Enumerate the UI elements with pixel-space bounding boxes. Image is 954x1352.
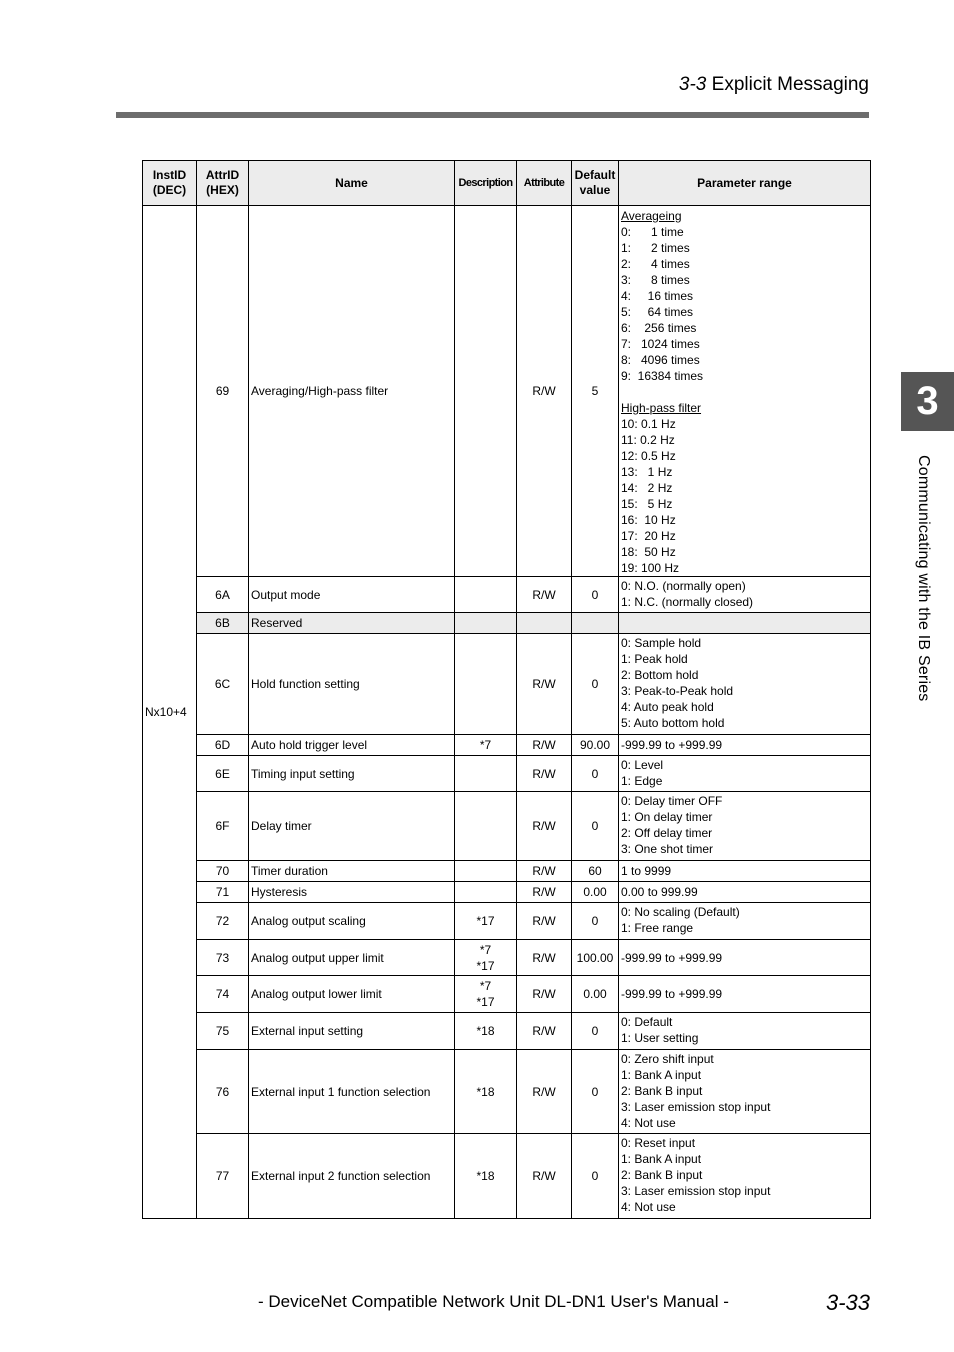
parameter-range-cell (619, 1013, 871, 1050)
range-option: 4: Auto peak hold (621, 700, 714, 714)
attribute-cell: R/W (517, 976, 572, 1013)
range-option: 3: Peak-to-Peak hold (621, 684, 734, 698)
name-cell: Delay timer (249, 792, 455, 861)
range-option: 2: Bank B input (621, 1168, 703, 1182)
attribute-cell: R/W (517, 1134, 572, 1219)
attr-id-cell: 69 (197, 206, 249, 577)
attr-id-cell: 70 (197, 861, 249, 882)
attr-id-cell: 6E (197, 756, 249, 792)
range-option: 1: N.C. (normally closed) (621, 595, 754, 609)
name-cell: Output mode (249, 577, 455, 613)
col-header-attrid: AttrID (HEX) (197, 161, 249, 206)
attr-id-cell: 72 (197, 903, 249, 940)
table-header-row (143, 161, 871, 206)
default-cell: 0 (572, 903, 619, 940)
range-option: 3: Laser emission stop input (621, 1100, 771, 1114)
manual-title: - DeviceNet Compatible Network Unit DL-DN1 User's Manual - (258, 1292, 729, 1311)
default-cell (572, 613, 619, 634)
name-cell: Hysteresis (249, 882, 455, 903)
range-option: 0: Default (621, 1015, 673, 1029)
description-cell (455, 206, 517, 577)
default-cell: 90.00 (572, 735, 619, 756)
description-cell: *7 *17 (455, 940, 517, 976)
name-cell: Auto hold trigger level (249, 735, 455, 756)
range-group-title: Averageing (621, 209, 682, 223)
range-option: 0: 1 time (621, 225, 684, 239)
name-cell: Averaging/High-pass filter (249, 206, 455, 577)
range-option: 1 to 9999 (621, 864, 672, 878)
default-cell: 0 (572, 1134, 619, 1219)
range-option: 0.00 to 999.99 (621, 885, 698, 899)
range-option: 18: 50 Hz (621, 545, 676, 559)
chapter-number: 3 (916, 379, 939, 423)
parameter-range-cell (619, 903, 871, 940)
attribute-cell: R/W (517, 1013, 572, 1050)
table-row (143, 861, 871, 882)
attribute-cell: R/W (517, 206, 572, 577)
description-cell: *7 (455, 735, 517, 756)
attr-id-cell: 73 (197, 940, 249, 976)
description-cell (455, 792, 517, 861)
range-option: 3: Laser emission stop input (621, 1184, 771, 1198)
page-number: 3-33 (825, 1290, 870, 1315)
attr-id-cell: 71 (197, 882, 249, 903)
range-option: 11: 0.2 Hz (621, 433, 675, 447)
range-option: 4: Not use (621, 1200, 676, 1214)
attr-id-cell: 75 (197, 1013, 249, 1050)
range-option: 2: 4 times (621, 257, 690, 271)
description-cell: *17 (455, 903, 517, 940)
attribute-cell: R/W (517, 1050, 572, 1134)
attribute-cell: R/W (517, 882, 572, 903)
default-cell: 100.00 (572, 940, 619, 976)
description-cell: *18 (455, 1013, 517, 1050)
col-header-default: Default value (572, 161, 619, 206)
range-option: 1: Free range (621, 921, 694, 935)
attr-id-cell: 77 (197, 1134, 249, 1219)
range-option: 0: Level (621, 758, 664, 772)
col-header-description: Description (455, 161, 517, 206)
range-option: 2: Bottom hold (621, 668, 699, 682)
attribute-cell: R/W (517, 634, 572, 735)
range-option: 6: 256 times (621, 321, 697, 335)
default-cell: 0 (572, 577, 619, 613)
range-option: 4: 16 times (621, 289, 694, 303)
header-rule (116, 112, 869, 118)
parameter-range-cell (619, 206, 871, 577)
range-option: 1: On delay timer (621, 810, 713, 824)
name-cell: External input 2 function selection (249, 1134, 455, 1219)
name-cell: Timer duration (249, 861, 455, 882)
name-cell: Analog output upper limit (249, 940, 455, 976)
range-option: 2: Off delay timer (621, 826, 713, 840)
range-option: -999.99 to +999.99 (621, 738, 723, 752)
range-option: 1: Bank A input (621, 1068, 702, 1082)
parameter-range-cell (619, 1134, 871, 1219)
range-group-title: High-pass filter (621, 401, 702, 415)
attribute-cell: R/W (517, 940, 572, 976)
range-option: 19: 100 Hz (621, 561, 680, 575)
table-row (143, 577, 871, 613)
table-row (143, 903, 871, 940)
description-cell (455, 882, 517, 903)
section-title: Explicit Messaging (711, 74, 869, 95)
col-header-name: Name (249, 161, 455, 206)
range-option: 0: Reset input (621, 1136, 696, 1150)
attr-id-cell: 6A (197, 577, 249, 613)
attr-id-cell: 6D (197, 735, 249, 756)
attribute-cell: R/W (517, 792, 572, 861)
default-cell: 0 (572, 756, 619, 792)
table-row (143, 882, 871, 903)
table-row (143, 756, 871, 792)
range-option: 1: Bank A input (621, 1152, 702, 1166)
table-row (143, 976, 871, 1013)
chapter-tab (901, 372, 954, 431)
table-row (143, 206, 871, 577)
range-option: 17: 20 Hz (621, 529, 676, 543)
name-cell: Analog output scaling (249, 903, 455, 940)
range-option: 13: 1 Hz (621, 465, 673, 479)
parameter-range-cell (619, 577, 871, 613)
default-cell: 0 (572, 634, 619, 735)
col-header-instid: InstID (DEC) (143, 161, 197, 206)
parameter-range-cell (619, 792, 871, 861)
table-row (143, 792, 871, 861)
range-option: 7: 1024 times (621, 337, 700, 351)
description-cell (455, 613, 517, 634)
table-row (143, 735, 871, 756)
default-cell: 0 (572, 1050, 619, 1134)
parameter-range-cell (619, 756, 871, 792)
attr-id-cell: 74 (197, 976, 249, 1013)
range-option: 0: N.O. (normally open) (621, 579, 746, 593)
description-cell: *18 (455, 1134, 517, 1219)
range-option: 4: Not use (621, 1116, 676, 1130)
default-cell: 0.00 (572, 882, 619, 903)
parameter-range-cell (619, 976, 871, 1013)
table-row (143, 1013, 871, 1050)
range-option: 8: 4096 times (621, 353, 700, 367)
range-option: 0: No scaling (Default) (621, 905, 740, 919)
attribute-cell: R/W (517, 577, 572, 613)
name-cell: External input setting (249, 1013, 455, 1050)
parameter-range-cell (619, 634, 871, 735)
range-option: 10: 0.1 Hz (621, 417, 676, 431)
description-cell (455, 634, 517, 735)
range-option: 0: Sample hold (621, 636, 702, 650)
range-option: 14: 2 Hz (621, 481, 673, 495)
description-cell (455, 861, 517, 882)
range-option: 5: 64 times (621, 305, 694, 319)
description-cell: *18 (455, 1050, 517, 1134)
name-cell: External input 1 function selection (249, 1050, 455, 1134)
table-row (143, 1134, 871, 1219)
attr-id-cell: 6C (197, 634, 249, 735)
chapter-side-title: Communicating with the IB Series (915, 455, 932, 702)
default-cell: 5 (572, 206, 619, 577)
parameter-range-cell (619, 861, 871, 882)
range-option: 0: Zero shift input (621, 1052, 714, 1066)
description-cell (455, 577, 517, 613)
parameter-range-cell (619, 735, 871, 756)
section-header (679, 74, 869, 96)
col-header-attribute: Attribute (517, 161, 572, 206)
name-cell: Analog output lower limit (249, 976, 455, 1013)
range-option: 1: 2 times (621, 241, 690, 255)
default-cell: 0 (572, 1013, 619, 1050)
default-cell: 0.00 (572, 976, 619, 1013)
range-option: -999.99 to +999.99 (621, 950, 723, 965)
table-row (143, 940, 871, 976)
range-option: 9: 16384 times (621, 369, 704, 383)
range-option: -999.99 to +999.99 (621, 987, 723, 1001)
section-number: 3-3 (678, 74, 707, 95)
name-cell: Hold function setting (249, 634, 455, 735)
default-cell: 0 (572, 792, 619, 861)
table-row (143, 613, 871, 634)
range-option: 0: Delay timer OFF (621, 794, 723, 808)
range-option: 3: One shot timer (621, 842, 714, 856)
col-header-range: Parameter range (619, 161, 871, 206)
attribute-cell: R/W (517, 756, 572, 792)
range-option: 16: 10 Hz (621, 513, 676, 527)
parameter-range-cell (619, 613, 871, 634)
parameter-range-cell (619, 1050, 871, 1134)
attribute-cell: R/W (517, 735, 572, 756)
parameter-range-cell (619, 940, 871, 976)
name-cell: Reserved (249, 613, 455, 634)
range-option: 15: 5 Hz (621, 497, 673, 511)
description-cell (455, 756, 517, 792)
attr-id-cell: 76 (197, 1050, 249, 1134)
name-cell: Timing input setting (249, 756, 455, 792)
attribute-cell: R/W (517, 903, 572, 940)
range-option: 5: Auto bottom hold (621, 716, 725, 730)
description-cell: *7 *17 (455, 976, 517, 1013)
attr-id-cell: 6F (197, 792, 249, 861)
attr-id-cell: 6B (197, 613, 249, 634)
range-option: 12: 0.5 Hz (621, 449, 676, 463)
range-option: 3: 8 times (621, 273, 690, 287)
default-cell: 60 (572, 861, 619, 882)
table-row (143, 634, 871, 735)
table-body (143, 206, 871, 1219)
attribute-cell: R/W (517, 861, 572, 882)
parameter-range-cell (619, 882, 871, 903)
table-row (143, 1050, 871, 1134)
range-option: 1: User setting (621, 1031, 699, 1045)
inst-id-cell: Nx10+4 (143, 206, 197, 1219)
attribute-cell (517, 613, 572, 634)
range-option: 1: Peak hold (621, 652, 688, 666)
attribute-table (142, 160, 871, 1219)
range-option: 1: Edge (621, 774, 663, 788)
range-option: 2: Bank B input (621, 1084, 703, 1098)
